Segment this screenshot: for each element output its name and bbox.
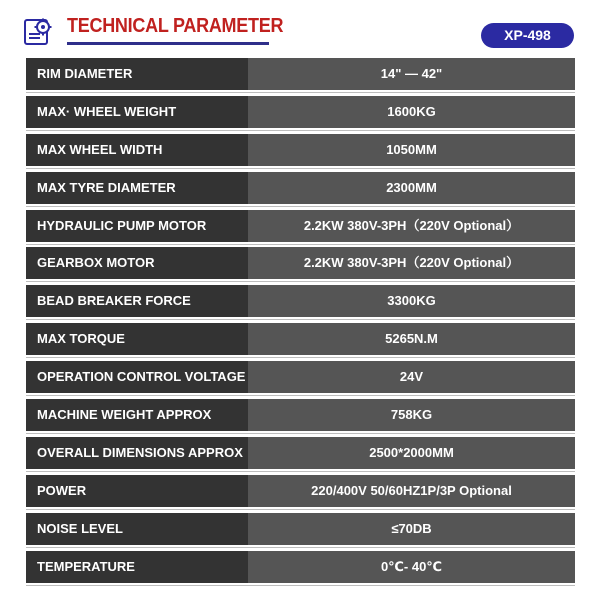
page-title: TECHNICAL PARAMETER — [67, 15, 284, 37]
parameter-label: MAX TYRE DIAMETER — [26, 172, 248, 204]
parameter-label: BEAD BREAKER FORCE — [26, 285, 248, 317]
parameter-label: OPERATION CONTROL VOLTAGE — [26, 361, 248, 393]
parameter-label: NOISE LEVEL — [26, 513, 248, 545]
header — [0, 0, 600, 56]
parameter-label: GEARBOX MOTOR — [26, 247, 248, 279]
parameter-value: 0℃- 40℃ — [248, 551, 575, 583]
table-row — [26, 96, 575, 128]
parameter-value: 2500*2000MM — [248, 437, 575, 469]
parameter-value: 1050MM — [248, 134, 575, 166]
parameter-label: MAX TORQUE — [26, 323, 248, 355]
parameter-label: TEMPERATURE — [26, 551, 248, 583]
table-row — [26, 475, 575, 507]
parameter-value: 758KG — [248, 399, 575, 431]
parameter-table — [26, 58, 575, 588]
parameter-value: ≤70DB — [248, 513, 575, 545]
parameter-value: 2300MM — [248, 172, 575, 204]
table-row — [26, 134, 575, 166]
table-row — [26, 437, 575, 469]
parameter-label: MAX· WHEEL WEIGHT — [26, 96, 248, 128]
table-row — [26, 58, 575, 90]
parameter-value: 1600KG — [248, 96, 575, 128]
parameter-value: 2.2KW 380V-3PH（220V Optional） — [248, 210, 575, 242]
table-row — [26, 172, 575, 204]
table-row — [26, 551, 575, 583]
parameter-label: HYDRAULIC PUMP MOTOR — [26, 210, 248, 242]
table-row — [26, 399, 575, 431]
table-row — [26, 323, 575, 355]
table-row — [26, 210, 575, 242]
parameter-label: MAX WHEEL WIDTH — [26, 134, 248, 166]
parameter-label: OVERALL DIMENSIONS APPROX — [26, 437, 248, 469]
parameter-value: 220/400V 50/60HZ1P/3P Optional — [248, 475, 575, 507]
table-row — [26, 247, 575, 279]
table-row — [26, 285, 575, 317]
model-badge: XP-498 — [481, 23, 574, 48]
parameter-value: 14" — 42" — [248, 58, 575, 90]
table-row — [26, 513, 575, 545]
parameter-value: 3300KG — [248, 285, 575, 317]
settings-document-icon — [23, 17, 53, 47]
title-underline — [67, 42, 269, 45]
parameter-label: RIM DIAMETER — [26, 58, 248, 90]
parameter-value: 5265N.M — [248, 323, 575, 355]
parameter-label: MACHINE WEIGHT APPROX — [26, 399, 248, 431]
parameter-label: POWER — [26, 475, 248, 507]
table-row — [26, 361, 575, 393]
parameter-value: 2.2KW 380V-3PH（220V Optional） — [248, 247, 575, 279]
parameter-value: 24V — [248, 361, 575, 393]
